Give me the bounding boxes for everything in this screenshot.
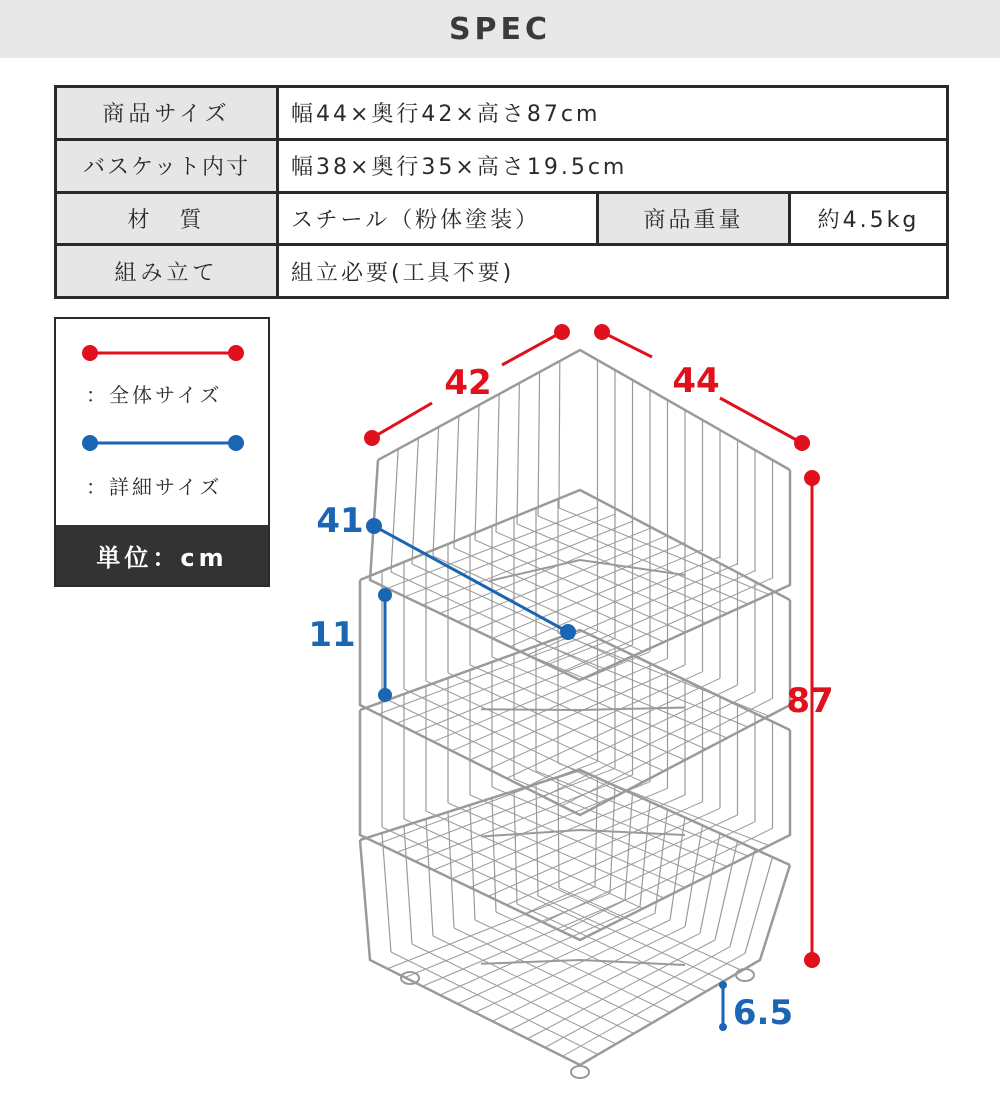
spec-label-assembly: 組み立て [56, 245, 278, 298]
legend-box [54, 317, 270, 587]
detail-size-line-icon [82, 435, 244, 451]
table-row [56, 245, 948, 298]
depth-label: 42 [444, 363, 492, 403]
spec-label-size: 商品サイズ [56, 87, 278, 140]
basket-illustration [360, 350, 790, 1078]
width-label: 44 [672, 361, 720, 401]
spec-value-inner: 幅38×奥行35×高さ19.5cm [278, 139, 948, 192]
caster-height-label: 6.5 [732, 993, 794, 1033]
page-title: SPEC [448, 11, 552, 47]
spec-value-size: 幅44×奥行42×高さ87cm [278, 87, 948, 140]
caster-height-dimension [719, 981, 793, 1033]
page-header [0, 0, 1000, 58]
table-row [56, 139, 948, 192]
unit-label: 単位：cm [56, 525, 268, 585]
spec-label-material: 材 質 [56, 192, 278, 245]
basket-height-label: 11 [308, 615, 356, 655]
spec-value-material: スチール（粉体塗装） [278, 192, 598, 245]
inner-depth-label: 41 [316, 501, 364, 541]
product-diagram [290, 310, 850, 1100]
legend-detail-label: ：詳細サイズ [86, 475, 223, 499]
spec-value-weight: 約4.5kg [790, 192, 948, 245]
spec-table [54, 85, 949, 299]
spec-label-inner: バスケット内寸 [56, 139, 278, 192]
table-row [56, 192, 948, 245]
spec-value-assembly: 組立必要(工具不要) [278, 245, 948, 298]
height-label: 87 [786, 681, 834, 721]
table-row [56, 87, 948, 140]
legend-overall-label: ：全体サイズ [86, 383, 223, 407]
basket-height-dimension [308, 588, 392, 702]
spec-label-weight: 商品重量 [598, 192, 790, 245]
overall-size-line-icon [82, 345, 244, 361]
height-dimension [786, 470, 833, 968]
